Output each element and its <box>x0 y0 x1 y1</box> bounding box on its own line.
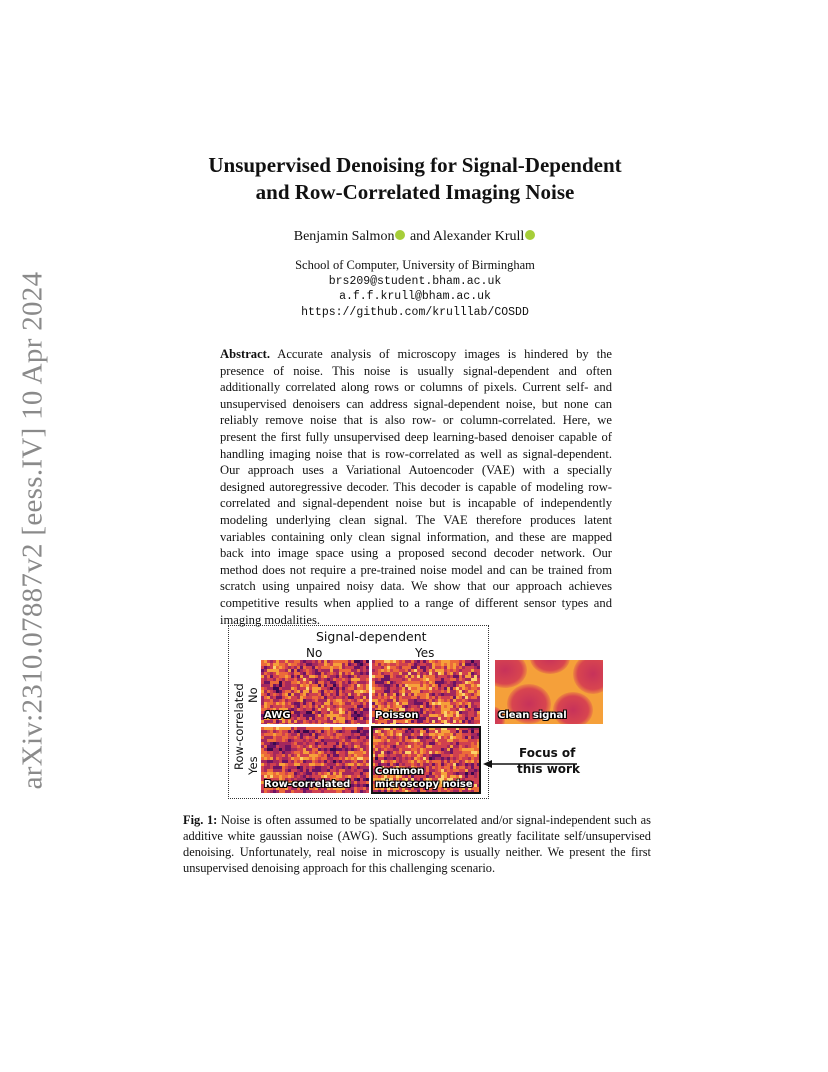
common-label-line-2: microscopy noise <box>375 779 473 790</box>
row-correlated-label: Row-correlated <box>264 779 351 790</box>
caption-text: Noise is often assumed to be spatially uncorrelated and/or signal-independent such as additive white gaussian noise (AWG). Such assumptions greatly facilitate self/unsupervised denoising. Unfortunately, real noise in microscopy is usually neither. We present the first unsupervised denoising approach for this challenging scenario. <box>183 813 651 875</box>
panel-poisson <box>372 660 480 724</box>
orcid-icon[interactable] <box>525 230 535 240</box>
row-label-no: No <box>246 687 260 703</box>
panel-row-correlated <box>261 727 369 793</box>
paper-title <box>150 152 680 206</box>
affiliation: School of Computer, University of Birmingham <box>295 258 535 272</box>
col-label-yes: Yes <box>415 646 435 660</box>
col-label-no: No <box>306 646 323 660</box>
panel-clean-signal <box>495 660 603 724</box>
abstract-label: Abstract. <box>220 347 271 361</box>
focus-label-line-2: this work <box>517 762 580 776</box>
row-label-yes: Yes <box>246 756 260 775</box>
figure-1 <box>228 625 608 800</box>
title-line-1: Unsupervised Denoising for Signal-Dependent <box>208 153 622 177</box>
author-salmon: Benjamin Salmon <box>293 229 395 244</box>
caption-label: Fig. 1: <box>183 813 218 827</box>
common-label-line-1: Common <box>375 766 425 777</box>
row-correlated-axis-label: Row-correlated <box>232 683 246 770</box>
author-conjunction: and <box>406 229 433 244</box>
email-salmon[interactable]: brs209@student.bham.ac.uk <box>328 274 502 288</box>
title-line-2: and Row-Correlated Imaging Noise <box>255 180 575 204</box>
focus-label-line-1: Focus of <box>519 746 576 760</box>
code-url[interactable]: https://github.com/krulllab/COSDD <box>301 305 529 319</box>
panel-awg <box>261 660 369 724</box>
arxiv-sidebar <box>10 271 56 789</box>
abstract-text: Accurate analysis of microscopy images is hindered by the presence of noise. This noise is usually signal-dependent and often additionally correlated along rows or columns of pixels. Current self- and unsupervised denoisers can address signal-dependent noise, but none can reliably remove noise that is also row- or column-correlated. Here, we present the first fully unsupervised deep learning-based denoiser capable of handling imaging noise that is row-correlated as well as signal-dependent. Our approach uses a Variational Autoencoder (VAE) with a specially designed autoregressive decoder. This decoder is capable of modeling row-correlated and signal-dependent noise but is incapable of independently modeling underlying clean signal. The VAE therefore produces latent variables containing only clean signal information, and these are mapped back into image space using a proposed second decoder network. Our method does not require a pre-trained noise model and can be trained from scratch using unpaired noisy data. We show that our approach achieves competitive results when applied to a range of different sensor types and imaging modalities. <box>220 347 612 627</box>
arxiv-identifier: arXiv:2310.07887v2 [eess.IV] 10 Apr 2024 <box>16 271 49 789</box>
affiliation-block <box>150 258 680 320</box>
abstract <box>220 346 612 628</box>
panel-common-microscopy-noise <box>372 727 480 793</box>
authors <box>150 229 680 245</box>
figure-caption <box>183 812 651 876</box>
poisson-label: Poisson <box>375 710 419 721</box>
orcid-icon[interactable] <box>395 230 405 240</box>
signal-dependent-header: Signal-dependent <box>316 629 427 644</box>
author-krull: Alexander Krull <box>432 229 525 244</box>
clean-signal-label: Clean signal <box>498 710 567 721</box>
awg-label: AWG <box>264 710 291 721</box>
email-krull[interactable]: a.f.f.krull@bham.ac.uk <box>339 290 491 303</box>
